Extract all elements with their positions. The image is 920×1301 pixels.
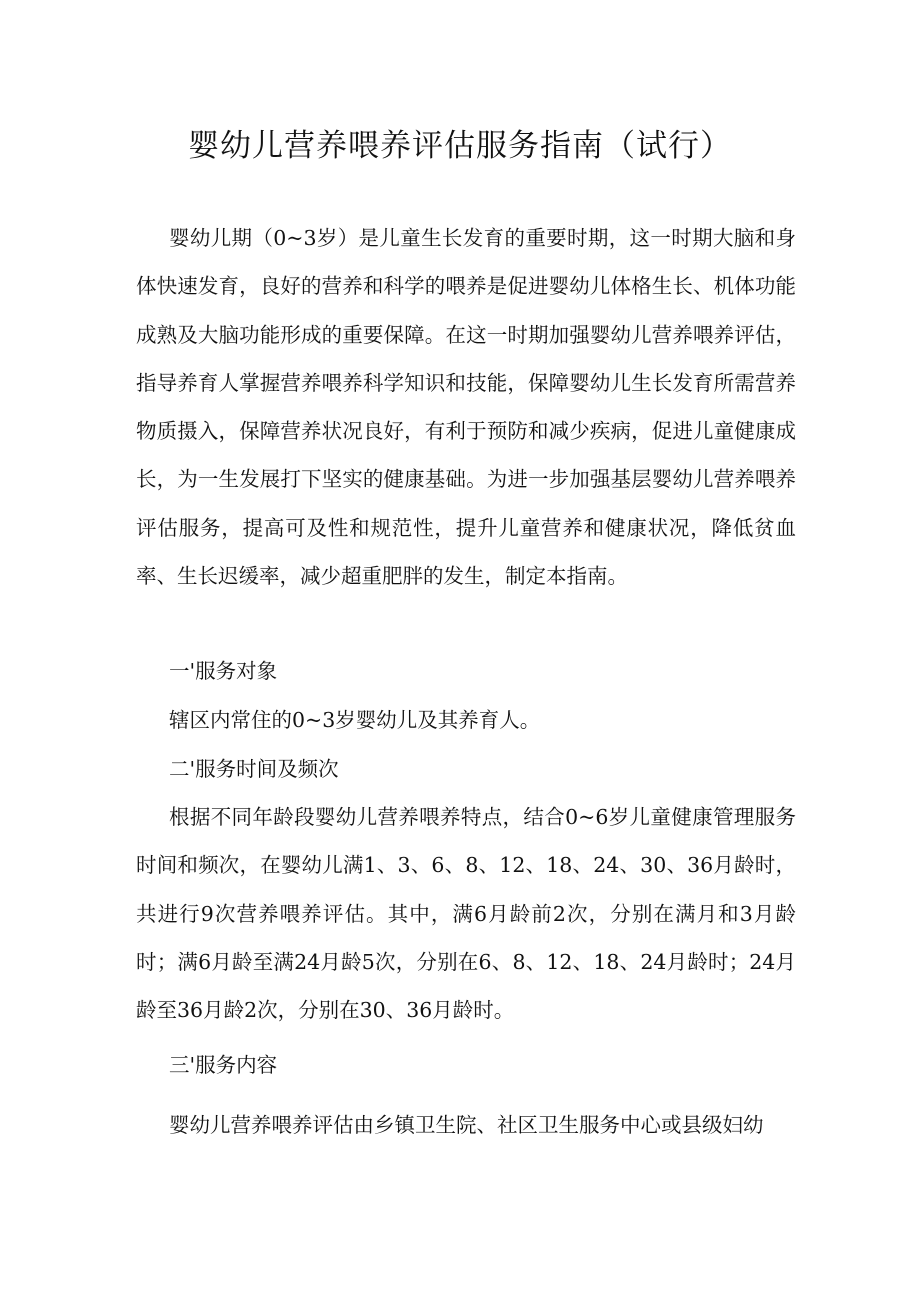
section-heading-service-content: 三'服务内容	[169, 1053, 278, 1077]
section-body-service-time: 根据不同年龄段婴幼儿营养喂养特点，结合0~6岁儿童健康管理服务时间和频次，在婴幼儿满1、3、6、8、12、18、24、30、36月龄时，共进行9次营养喂养评估。其中，满6月龄前2次，分别在满月和3月龄时；满6月龄至满24月龄5次，分别在6、8、12、18、24月龄时；24月龄至36月龄2次，分别在30、36月龄时。	[136, 805, 796, 1023]
section-body-service-content: 婴幼儿营养喂养评估由乡镇卫生院、社区卫生服务中心或县级妇幼	[169, 1113, 764, 1137]
document-title: 婴幼儿营养喂养评估服务指南（试行）	[188, 128, 732, 164]
intro-paragraph: 婴幼儿期（0~3岁）是儿童生长发育的重要时期，这一时期大脑和身体快速发育，良好的营养和科学的喂养是促进婴幼儿体格生长、机体功能成熟及大脑功能形成的重要保障。在这一时期加强婴幼儿营养喂养评估，指导养育人掌握营养喂养科学知识和技能，保障婴幼儿生长发育所需营养物质摄入，保障营养状况良好，有利于预防和减少疾病，促进儿童健康成长，为一生发展打下坚实的健康基础。为进一步加强基层婴幼儿营养喂养评估服务，提高可及性和规范性，提升儿童营养和健康状况，降低贫血率、生长迟缓率，减少超重肥胖的发生，制定本指南。	[136, 226, 796, 589]
section-heading-service-target: 一'服务对象	[169, 659, 278, 683]
section-heading-service-time: 二'服务时间及频次	[169, 757, 339, 781]
section-body-service-target: 辖区内常住的0~3岁婴幼儿及其养育人。	[169, 708, 541, 732]
